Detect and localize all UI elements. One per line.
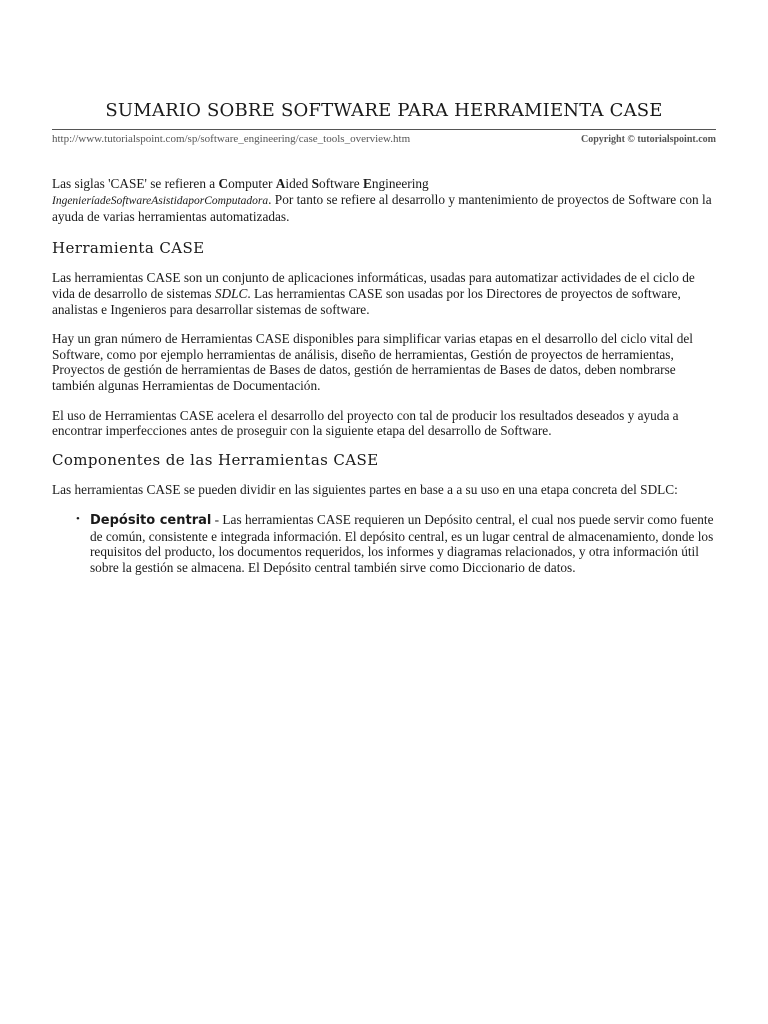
section-heading-componentes: Componentes de las Herramientas CASE (52, 450, 379, 469)
acronym-rest-c: omputer (228, 176, 276, 191)
document-body (52, 176, 716, 575)
acronym-rest-e: ngineering (371, 176, 429, 191)
acronym-initial-a: A (275, 176, 286, 191)
list-item-term: Depósito central (90, 512, 212, 528)
list-item (76, 511, 716, 575)
intro-prefix: Las siglas 'CASE' se refieren a (52, 176, 219, 191)
source-url: http://www.tutorialspoint.com/sp/software_engineering/case_tools_overview.htm (52, 133, 411, 145)
component-list (52, 512, 716, 575)
section1-paragraph-2: Hay un gran número de Herramientas CASE disponibles para simplificar varias etapas en el desarrollo del ciclo vital del Software, como por ejemplo herramientas de análisis, diseño de herramientas, Gestión de proyectos de herramientas, Proyectos de gestión de herramientas de Bases de datos, gestión de herramientas de Bases de datos, deben nombrarse también algunas Herramientas de Documentación. (52, 331, 693, 393)
acronym-rest-a: ided (285, 176, 312, 191)
acronym-rest-s: oftware (319, 176, 363, 191)
acronym-initial-e: E (362, 176, 372, 191)
section1-paragraph-3: El uso de Herramientas CASE acelera el desarrollo del proyecto con tal de producir los resultados deseados y ayuda a encontrar imperfecciones antes de proseguir con la siguiente etapa del desarrollo de Software. (52, 407, 679, 439)
section1-p1-text: Las herramientas CASE son un conjunto de aplicaciones informáticas, usadas para automatizar actividades de el ciclo de vida de desarrollo de sistemas (52, 270, 695, 301)
intro-suffix: . Por tanto se refiere al desarrollo y mantenimiento de proyectos de Software con la ayuda de varias herramientas automatizadas. (52, 191, 712, 225)
acronym-initial-c: C (218, 176, 229, 191)
section1-paragraph-1 (52, 270, 716, 317)
document-title: SUMARIO SOBRE SOFTWARE PARA HERRAMIENTA CASE (105, 100, 663, 121)
acronym-initial-s: S (311, 176, 320, 191)
section1-p1-text-end: . Las herramientas CASE son usadas por los Directores de proyectos de software, analistas e Ingenieros para desarrollar sistemas de software. (52, 285, 681, 317)
copyright-notice: Copyright © tutorialspoint.com (581, 134, 716, 145)
list-item-text: - Las herramientas CASE requieren un Depósito central, el cual nos puede servir como fuente de común, consistente e integrada información. El depósito central, es un lugar central de almacenamiento, donde los requisitos del producto, los documentos requeridos, los informes y diagramas relacionados, y otra información útil sobre la gestión se almacena. El Depósito central también sirve como Diccionario de datos. (90, 511, 714, 575)
section-heading-herramienta: Herramienta CASE (52, 238, 205, 257)
bullet-icon: • (76, 512, 80, 525)
section2-paragraph-1: Las herramientas CASE se pueden dividir en las siguientes partes en base a a su uso en una etapa concreta del SDLC: (52, 482, 678, 498)
intro-math-expression: IngenieríadeSoftwareAsistidaporComputadora (52, 194, 269, 207)
sdlc-term: SDLC (214, 285, 248, 301)
intro-paragraph (52, 176, 716, 225)
header-divider (52, 129, 716, 130)
